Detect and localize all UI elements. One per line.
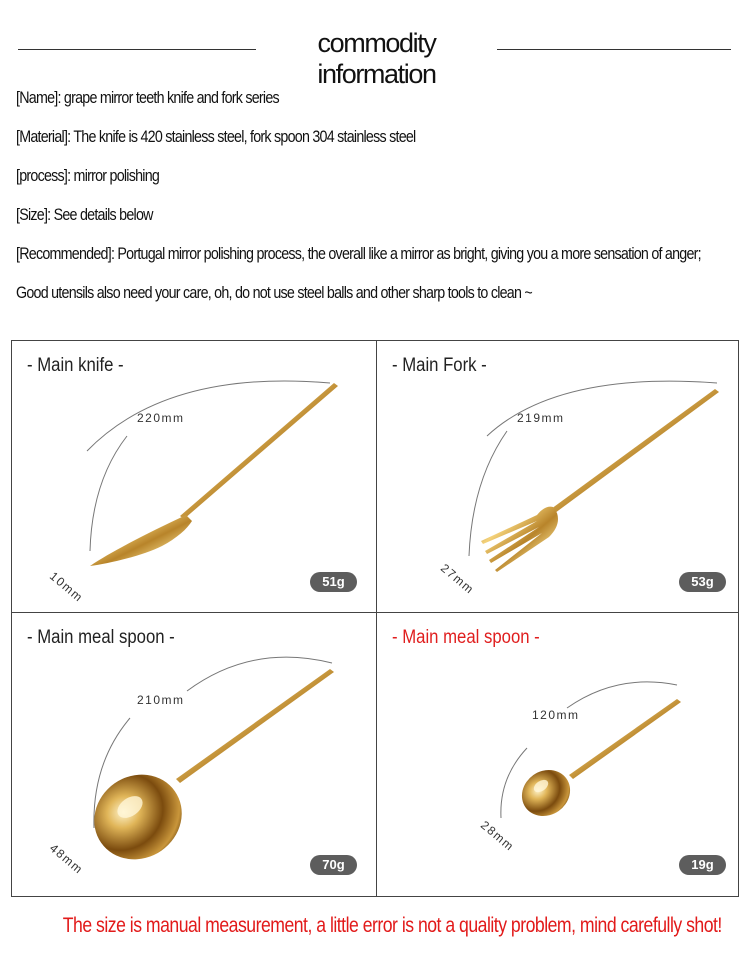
length-label-small-spoon: 120mm — [532, 708, 580, 722]
info-line-name: [Name]: grape mirror teeth knife and fork series — [16, 88, 279, 107]
width-label-meal-spoon: 48mm — [47, 841, 87, 878]
length-label-meal-spoon: 210mm — [137, 693, 185, 707]
info-line-recommended: [Recommended]: Portugal mirror polishing process, the overall like a mirror as bright, giving you a more sensation of anger; — [16, 244, 701, 263]
info-line-material: [Material]: The knife is 420 stainless steel, fork spoon 304 stainless steel — [16, 127, 416, 146]
spoon-icon — [12, 613, 375, 884]
disclaimer-text: The size is manual measurement, a little error is not a quality problem, mind carefully shot! — [62, 914, 722, 937]
product-title-small-spoon: - Main meal spoon - — [392, 627, 540, 648]
product-card-fork — [377, 341, 740, 612]
commodity-info-header — [0, 28, 750, 89]
info-line-process: [process]: mirror polishing — [16, 166, 160, 185]
measurement-disclaimer — [0, 914, 750, 938]
width-label-small-spoon: 28mm — [478, 818, 518, 855]
info-line-size: [Size]: See details below — [16, 205, 153, 224]
weight-badge-meal-spoon: 70g — [310, 855, 357, 875]
weight-badge-knife: 51g — [310, 572, 357, 592]
length-label-knife: 220mm — [137, 411, 185, 425]
header-rule-right — [497, 49, 731, 50]
weight-badge-fork: 53g — [679, 572, 726, 592]
weight-badge-small-spoon: 19g — [679, 855, 726, 875]
product-title-meal-spoon: - Main meal spoon - — [27, 627, 175, 648]
product-info-list — [16, 84, 746, 318]
product-card-small-spoon — [377, 613, 740, 884]
product-title-knife: - Main knife - — [27, 355, 124, 376]
product-card-meal-spoon — [12, 613, 375, 884]
small-spoon-icon — [377, 613, 740, 884]
product-title-fork: - Main Fork - — [392, 355, 487, 376]
width-label-fork: 27mm — [438, 561, 478, 598]
page-title: commodity information — [317, 28, 436, 89]
product-size-grid — [11, 340, 739, 897]
product-card-knife — [12, 341, 375, 612]
length-label-fork: 219mm — [517, 411, 565, 425]
header-rule-left — [18, 49, 256, 50]
info-line-care: Good utensils also need your care, oh, do not use steel balls and other sharp tools to clean ~ — [16, 283, 532, 302]
width-label-knife: 10mm — [47, 569, 87, 606]
